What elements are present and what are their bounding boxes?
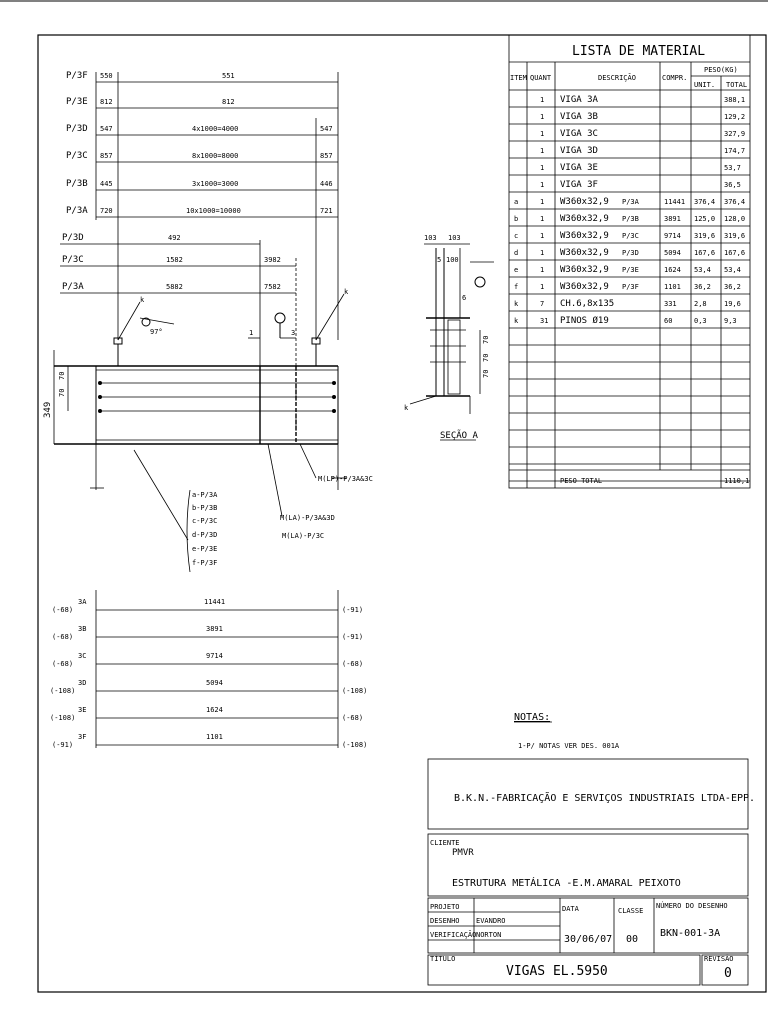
cell-unit: 167,6 <box>694 249 716 257</box>
table-title: LISTA DE MATERIAL <box>572 44 706 59</box>
col-compr: COMPR. <box>662 74 688 82</box>
cell-quant: 1 <box>540 266 545 274</box>
dim-row <box>66 206 338 217</box>
cell-desc: VIGA 3C <box>560 129 598 139</box>
dim-label: P/3D <box>66 124 88 134</box>
row-label: DESENHO <box>430 917 460 925</box>
cell-item: c <box>514 232 519 240</box>
note-mla1: M(LA)-P/3A&3D <box>280 514 335 522</box>
cell-desc: PINOS Ø19 <box>560 316 609 326</box>
cell-total: 174,7 <box>724 147 746 155</box>
cell-quant: 1 <box>540 232 545 240</box>
cell-total: 53,7 <box>724 164 741 172</box>
cell-compr: 3891 <box>664 215 681 223</box>
dim-label: P/3E <box>66 97 88 107</box>
title-label: TÍTULO <box>430 955 456 963</box>
cell-desc: W360x32,9 <box>560 248 609 258</box>
legend-item: f-P/3F <box>192 559 218 567</box>
section-cut-marker <box>275 313 285 338</box>
small-dim: 1 <box>249 329 254 337</box>
cell-item: b <box>514 215 519 223</box>
row-name: EVANDRO <box>476 917 506 925</box>
elevation-dim: 70 <box>58 388 66 397</box>
dim-value: 3982 <box>264 256 281 264</box>
beam-row <box>52 652 363 668</box>
total-label: PESO TOTAL <box>560 477 603 485</box>
cell-item: e <box>514 266 519 274</box>
cell-total: 376,4 <box>724 198 746 206</box>
dim-row <box>60 282 296 293</box>
table-row <box>509 231 750 243</box>
dim-value: 445 <box>100 180 113 188</box>
cell-compr: 60 <box>664 317 673 325</box>
class-value: 00 <box>626 934 639 945</box>
dim-value: 547 <box>320 125 333 133</box>
col-item: ITEM <box>510 74 527 82</box>
beam-row <box>52 625 363 641</box>
angle-symbol <box>140 318 174 326</box>
dim-label: P/3A <box>66 206 88 216</box>
beam-name: 3B <box>78 625 87 633</box>
drawing-no: BKN-001-3A <box>660 928 721 939</box>
dim-value: 812 <box>222 98 235 106</box>
cell-quant: 1 <box>540 113 545 121</box>
legend-item: e-P/3E <box>192 545 218 553</box>
section-vdim: 70 <box>482 335 490 344</box>
dim-value: 446 <box>320 180 333 188</box>
cell-quant: 1 <box>540 283 545 291</box>
cell-mark: P/3E <box>622 266 639 274</box>
dim-value: 721 <box>320 207 333 215</box>
section-dim: 100 <box>446 256 459 264</box>
beam-name: 3D <box>78 679 87 687</box>
section-dim: 6 <box>462 294 467 302</box>
table-row <box>509 299 750 311</box>
beam-length: 9714 <box>206 652 223 660</box>
beam-name: 3C <box>78 652 87 660</box>
sheet-frame <box>38 35 766 992</box>
project-name: ESTRUTURA METÁLICA -E.M.AMARAL PEIXOTO <box>452 878 681 889</box>
dim-value: 1582 <box>166 256 183 264</box>
rev-label: REVISÃO <box>704 955 734 963</box>
beam-left-offset: (-91) <box>52 741 74 749</box>
cell-quant: 1 <box>540 181 545 189</box>
cell-unit: 36,2 <box>694 283 711 291</box>
cell-quant: 1 <box>540 147 545 155</box>
client-label: CLIENTE <box>430 839 460 847</box>
beam-right-offset: (-68) <box>342 660 364 668</box>
top-dimension-chains <box>96 72 338 340</box>
stiffener-right <box>312 294 344 366</box>
cell-mark: P/3B <box>622 215 639 223</box>
cell-total: 53,4 <box>724 266 741 274</box>
small-dim: 3 <box>291 329 296 337</box>
dim-row <box>66 151 338 162</box>
legend-item: c-P/3C <box>192 517 218 525</box>
cell-quant: 7 <box>540 300 545 308</box>
dim-row <box>66 179 338 190</box>
beam-length: 1101 <box>206 733 223 741</box>
table-row <box>509 129 750 141</box>
beam-right-offset: (-108) <box>342 741 368 749</box>
cell-unit: 125,0 <box>694 215 716 223</box>
cell-total: 319,6 <box>724 232 746 240</box>
note-mlp: M(LP)-P/3A&3C <box>318 475 373 483</box>
beam-name: 3E <box>78 706 87 714</box>
company-name: B.K.N.-FABRICAÇÃO E SERVIÇOS INDUSTRIAIS LTDA-EPP. <box>454 793 756 804</box>
rev-value: 0 <box>724 966 732 981</box>
beam-length-ext <box>96 590 338 748</box>
legend-item: b-P/3B <box>192 504 218 512</box>
cell-quant: 1 <box>540 130 545 138</box>
cell-desc: W360x32,9 <box>560 197 609 207</box>
dim-label: P/3C <box>62 255 84 265</box>
cell-total: 36,2 <box>724 283 741 291</box>
cell-compr: 1624 <box>664 266 681 274</box>
section-mark: k <box>404 404 409 412</box>
cell-item: a <box>514 198 519 206</box>
beam-length: 1624 <box>206 706 223 714</box>
cell-compr: 1101 <box>664 283 681 291</box>
beam-left-offset: (-108) <box>50 687 76 695</box>
cell-item: k <box>514 300 519 308</box>
row-name: NORTON <box>476 931 502 939</box>
table-row <box>509 95 750 107</box>
dim-value: 812 <box>100 98 113 106</box>
dim-value: 720 <box>100 207 113 215</box>
cell-total: 128,0 <box>724 215 746 223</box>
cell-desc: W360x32,9 <box>560 265 609 275</box>
section-title: SEÇÃO A <box>440 431 478 441</box>
section-dim: 103 <box>424 234 437 242</box>
table-row <box>509 282 750 294</box>
table-row <box>509 146 750 158</box>
section-dim: 103 <box>448 234 461 242</box>
cell-desc: VIGA 3D <box>560 146 598 156</box>
table-row <box>509 315 750 328</box>
beam-row <box>50 706 363 722</box>
col-peso: PESO(KG) <box>704 66 738 74</box>
client-name: PMVR <box>452 848 474 858</box>
cell-desc: W360x32,9 <box>560 231 609 241</box>
table-row <box>509 197 750 209</box>
beam-left-offset: (-68) <box>52 660 74 668</box>
dim-row <box>66 97 338 108</box>
beam-right-offset: (-68) <box>342 714 364 722</box>
date-label: DATA <box>562 905 579 913</box>
total-value: 1110,1 <box>724 477 750 485</box>
dim-row <box>66 71 338 82</box>
cell-desc: VIGA 3B <box>560 112 598 122</box>
row-label: PROJETO <box>430 903 460 911</box>
cell-total: 36,5 <box>724 181 741 189</box>
dim-value: 550 <box>100 72 113 80</box>
dim-value: 547 <box>100 125 113 133</box>
cell-desc: CH.6,8x135 <box>560 299 615 309</box>
dim-value: 857 <box>100 152 113 160</box>
cell-desc: VIGA 3F <box>560 180 598 190</box>
beam-row <box>52 598 363 614</box>
piece-legend <box>187 490 218 572</box>
table-row <box>509 248 750 260</box>
cell-total: 388,1 <box>724 96 746 104</box>
legend-item: a-P/3A <box>192 491 218 499</box>
col-desc: DESCRIÇÃO <box>598 74 636 82</box>
cell-item: f <box>514 283 519 291</box>
cell-quant: 1 <box>540 215 545 223</box>
beam-length: 5094 <box>206 679 223 687</box>
dim-row <box>60 233 260 244</box>
dim-value: 7582 <box>264 283 281 291</box>
cell-total: 19,6 <box>724 300 741 308</box>
col-total: TOTAL <box>726 81 748 89</box>
dim-label: P/3B <box>66 179 88 189</box>
cell-desc: VIGA 3E <box>560 163 598 173</box>
col-unit: UNIT. <box>694 81 716 89</box>
beam-row <box>50 679 367 695</box>
cell-quant: 1 <box>540 164 545 172</box>
cell-item: d <box>514 249 519 257</box>
dim-value: 10x1000=10000 <box>186 207 241 215</box>
cell-desc: VIGA 3A <box>560 95 598 105</box>
dim-label: P/3F <box>66 71 88 81</box>
table-row <box>509 163 750 175</box>
cell-quant: 31 <box>540 317 549 325</box>
mark-k: k <box>344 288 349 296</box>
table-row <box>509 180 750 192</box>
cell-unit: 319,6 <box>694 232 716 240</box>
beam-name: 3A <box>78 598 87 606</box>
dim-value: 551 <box>222 72 235 80</box>
dim-row <box>66 124 338 135</box>
section-vdim: 70 <box>482 353 490 362</box>
dim-value: 5882 <box>166 283 183 291</box>
material-rows <box>509 95 750 481</box>
beam-row <box>52 733 367 749</box>
cell-unit: 376,4 <box>694 198 716 206</box>
dim-value: 8x1000=8000 <box>192 152 239 160</box>
cell-total: 167,6 <box>724 249 746 257</box>
legend-item: d-P/3D <box>192 531 218 539</box>
col-quant: QUANT <box>530 74 552 82</box>
table-row <box>509 265 750 277</box>
drawing-title: VIGAS EL.5950 <box>506 964 608 979</box>
cell-quant: 1 <box>540 249 545 257</box>
class-label: CLASSE <box>618 907 644 915</box>
section-vdim: 70 <box>482 369 490 378</box>
dim-label: P/3C <box>66 151 88 161</box>
table-row <box>509 214 750 226</box>
cell-total: 9,3 <box>724 317 737 325</box>
beam-right-offset: (-91) <box>342 606 364 614</box>
dim-value: 857 <box>320 152 333 160</box>
dim-value: 3x1000=3000 <box>192 180 239 188</box>
cell-compr: 331 <box>664 300 677 308</box>
cell-mark: P/3C <box>622 232 639 240</box>
table-row <box>509 112 750 124</box>
beam-left-offset: (-108) <box>50 714 76 722</box>
cell-unit: 2,8 <box>694 300 707 308</box>
dim-label: P/3D <box>62 233 84 243</box>
section-dim: 5 <box>437 256 442 264</box>
elevation-dim: 70 <box>58 371 66 380</box>
cell-compr: 5094 <box>664 249 681 257</box>
cell-mark: P/3D <box>622 249 639 257</box>
cell-quant: 1 <box>540 96 545 104</box>
cell-mark: P/3A <box>622 198 639 206</box>
cell-total: 129,2 <box>724 113 746 121</box>
leader-lines <box>134 444 316 540</box>
beam-length: 3891 <box>206 625 223 633</box>
cell-unit: 0,3 <box>694 317 707 325</box>
cell-compr: 9714 <box>664 232 681 240</box>
dim-row <box>60 255 296 266</box>
notes-line: 1-P/ NOTAS VER DES. 001A <box>518 742 620 750</box>
beam-name: 3F <box>78 733 87 741</box>
angle-label: 97° <box>150 328 163 336</box>
dim-value: 4x1000=4000 <box>192 125 239 133</box>
cell-quant: 1 <box>540 198 545 206</box>
cell-item: k <box>514 317 519 325</box>
beam-left-offset: (-68) <box>52 606 74 614</box>
material-list-table <box>509 35 750 488</box>
beam-right-offset: (-91) <box>342 633 364 641</box>
cell-compr: 11441 <box>664 198 686 206</box>
mark-k: k <box>140 296 145 304</box>
dim-value: 492 <box>168 234 181 242</box>
notes-title: NOTAS: <box>514 712 551 723</box>
note-mla2: M(LA)-P/3C <box>282 532 325 540</box>
dim-label: P/3A <box>62 282 84 292</box>
drawing-no-label: NÚMERO DO DESENHO <box>656 902 728 910</box>
date-value: 30/06/07 <box>564 934 613 945</box>
beam-left-offset: (-68) <box>52 633 74 641</box>
cell-unit: 53,4 <box>694 266 711 274</box>
row-label: VERIFICAÇÃO <box>430 931 477 939</box>
beam-length: 11441 <box>204 598 226 606</box>
beam-elevation <box>54 350 346 490</box>
beam-right-offset: (-108) <box>342 687 368 695</box>
cell-total: 327,9 <box>724 130 746 138</box>
elevation-dim: 349 <box>43 401 53 418</box>
cell-desc: W360x32,9 <box>560 214 609 224</box>
cell-desc: W360x32,9 <box>560 282 609 292</box>
cell-mark: P/3F <box>622 283 639 291</box>
mid-ext-lines <box>248 240 296 440</box>
